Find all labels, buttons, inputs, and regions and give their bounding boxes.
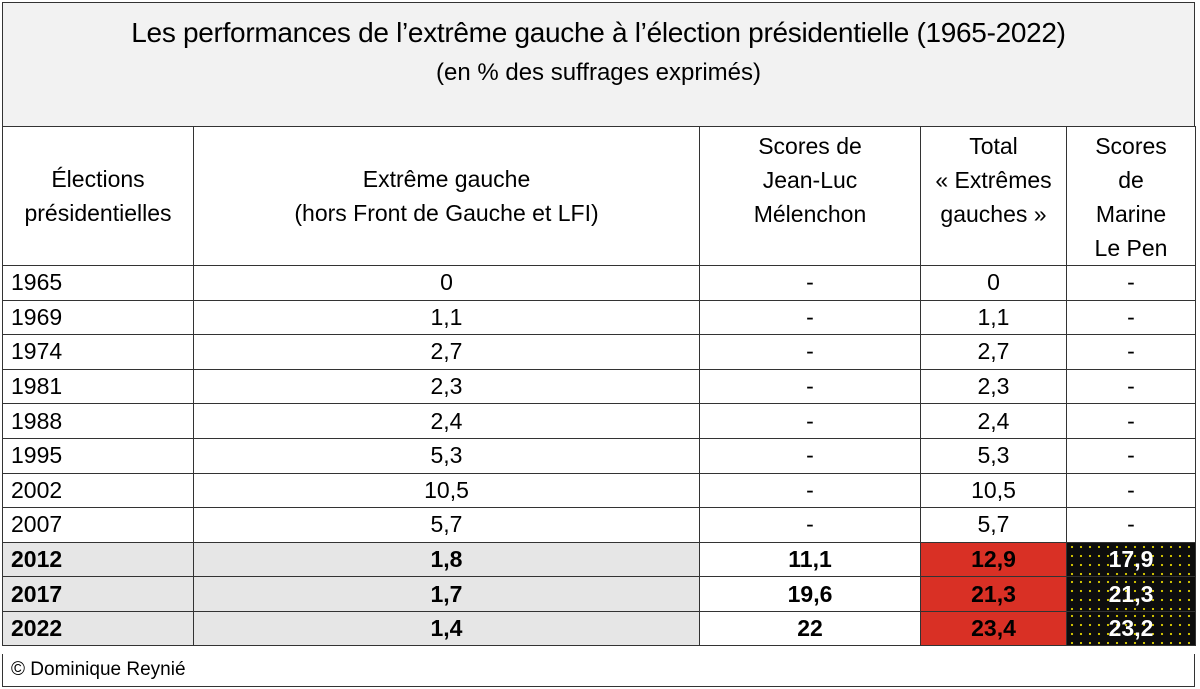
cell-extreme-gauche: 2,4	[194, 404, 700, 439]
cell-total: 10,5	[921, 473, 1067, 508]
header-total-line: gauches »	[940, 201, 1047, 227]
cell-le-pen: -	[1067, 473, 1196, 508]
cell-year: 2007	[3, 508, 194, 543]
cell-total: 5,3	[921, 438, 1067, 473]
cell-year: 1974	[3, 335, 194, 370]
cell-year: 2017	[3, 577, 194, 612]
cell-melenchon: -	[700, 473, 921, 508]
cell-total: 5,7	[921, 508, 1067, 543]
cell-extreme-gauche: 1,1	[194, 300, 700, 335]
cell-year: 1995	[3, 438, 194, 473]
cell-total: 12,9	[921, 542, 1067, 577]
header-year	[3, 127, 194, 266]
cell-total: 21,3	[921, 577, 1067, 612]
cell-le-pen: 17,9	[1067, 542, 1196, 577]
cell-year: 2022	[3, 611, 194, 646]
cell-melenchon: -	[700, 508, 921, 543]
cell-extreme-gauche: 1,7	[194, 577, 700, 612]
cell-extreme-gauche: 2,7	[194, 335, 700, 370]
header-le-pen-line: Scores	[1095, 133, 1167, 159]
cell-extreme-gauche: 0	[194, 266, 700, 301]
cell-le-pen: 23,2	[1067, 611, 1196, 646]
cell-year: 2002	[3, 473, 194, 508]
cell-extreme-gauche: 5,3	[194, 438, 700, 473]
cell-year: 1981	[3, 369, 194, 404]
header-total-line: « Extrêmes	[935, 167, 1052, 193]
cell-melenchon: -	[700, 266, 921, 301]
header-total	[921, 127, 1067, 266]
cell-le-pen: -	[1067, 508, 1196, 543]
header-melenchon-line: Scores de	[758, 133, 862, 159]
header-melenchon-line: Jean-Luc	[762, 167, 858, 193]
header-melenchon-line: Mélenchon	[753, 201, 867, 227]
cell-total: 2,4	[921, 404, 1067, 439]
cell-le-pen: -	[1067, 369, 1196, 404]
cell-le-pen: -	[1067, 404, 1196, 439]
header-row	[3, 127, 1196, 266]
table-title: Les performances de l’extrême gauche à l’élection présidentielle (1965-2022)	[131, 17, 1066, 48]
cell-total: 1,1	[921, 300, 1067, 335]
header-total-line: Total	[969, 133, 1018, 159]
header-le-pen-line: de	[1118, 167, 1144, 193]
cell-melenchon: -	[700, 369, 921, 404]
cell-le-pen: -	[1067, 335, 1196, 370]
table-row	[3, 300, 1196, 335]
cell-melenchon: 22	[700, 611, 921, 646]
header-extreme-gauche	[194, 127, 700, 266]
cell-year: 1969	[3, 300, 194, 335]
table-row-highlighted	[3, 611, 1196, 646]
table-row	[3, 508, 1196, 543]
cell-total: 23,4	[921, 611, 1067, 646]
table-row	[3, 473, 1196, 508]
cell-extreme-gauche: 10,5	[194, 473, 700, 508]
cell-le-pen: 21,3	[1067, 577, 1196, 612]
cell-total: 2,7	[921, 335, 1067, 370]
cell-melenchon: 19,6	[700, 577, 921, 612]
title-box	[2, 2, 1195, 127]
copyright-footer: © Dominique Reynié	[2, 654, 1195, 687]
cell-year: 1988	[3, 404, 194, 439]
results-table	[2, 126, 1196, 646]
cell-year: 1965	[3, 266, 194, 301]
table-row-highlighted	[3, 542, 1196, 577]
header-extreme-gauche-line: (hors Front de Gauche et LFI)	[294, 200, 599, 226]
cell-total: 0	[921, 266, 1067, 301]
cell-le-pen: -	[1067, 300, 1196, 335]
table-subtitle: (en % des suffrages exprimés)	[435, 59, 762, 86]
table-row-highlighted	[3, 577, 1196, 612]
header-le-pen-line: Le Pen	[1094, 235, 1168, 261]
table-frame	[2, 2, 1195, 685]
cell-melenchon: -	[700, 300, 921, 335]
header-le-pen	[1067, 127, 1196, 266]
cell-extreme-gauche: 2,3	[194, 369, 700, 404]
cell-melenchon: -	[700, 335, 921, 370]
cell-total: 2,3	[921, 369, 1067, 404]
cell-le-pen: -	[1067, 266, 1196, 301]
cell-melenchon: -	[700, 438, 921, 473]
table-row	[3, 335, 1196, 370]
cell-extreme-gauche: 5,7	[194, 508, 700, 543]
header-le-pen-line: Marine	[1095, 201, 1167, 227]
header-melenchon	[700, 127, 921, 266]
cell-melenchon: 11,1	[700, 542, 921, 577]
cell-melenchon: -	[700, 404, 921, 439]
table-row	[3, 404, 1196, 439]
table-row	[3, 266, 1196, 301]
header-year-line: Élections	[51, 166, 145, 192]
cell-extreme-gauche: 1,4	[194, 611, 700, 646]
table-row	[3, 369, 1196, 404]
cell-year: 2012	[3, 542, 194, 577]
header-extreme-gauche-line: Extrême gauche	[362, 166, 531, 192]
cell-extreme-gauche: 1,8	[194, 542, 700, 577]
table-row	[3, 438, 1196, 473]
cell-le-pen: -	[1067, 438, 1196, 473]
header-year-line: présidentielles	[24, 200, 172, 226]
